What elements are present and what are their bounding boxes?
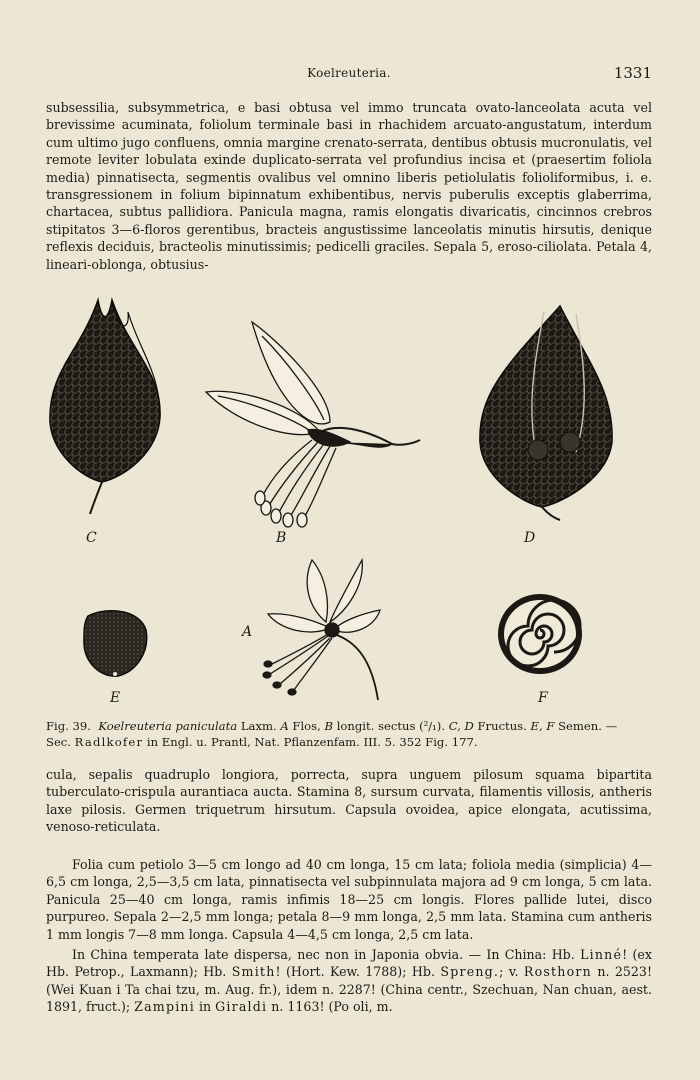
seed-section-f-drawing (498, 594, 582, 674)
para4-text: in (194, 999, 216, 1015)
caption-species: Koelreuteria paniculata (98, 719, 238, 733)
figure-label-b: B (276, 530, 287, 546)
paragraph-2: cula, sepalis quadruplo longiora, porrecta, supra unguem pilosum squama bipartita tuberculato-crispula aurantiaca aucta. Stamina 8, sursum curvata, filamentis villosis, antheris laxe pilosis. Germen triquetrum hirsutum. Capsula ovoidea, apice elongata, acutissima, venoso-reticulata. (46, 767, 652, 835)
para4-text: n. 2523! (Wei Kuan i Ta chai tzu, m. Aug. fr.), idem n. 2287! (China centr., Szechuan, Nan chuan, aest. 1891, fruct.); (46, 964, 653, 1015)
caption-fig-number: Fig. 39. (46, 719, 91, 733)
figure-label-c: C (86, 530, 97, 546)
para4-text: In China temperata late dispersa, nec non in Japonia obvia. — In China: Hb. (72, 947, 581, 962)
collector-zampini: Zampini (134, 999, 195, 1015)
caption-text: Fructus. (473, 719, 531, 733)
caption-text: Laxm. (237, 719, 281, 733)
caption-text: longit. sectus (²/₁). (333, 719, 449, 733)
collector-giraldi: Giraldi (215, 999, 268, 1015)
para4-text: ! (ex Hb. Petrop., Laxmann); Hb. (46, 947, 652, 980)
caption-text: Sec. (46, 735, 75, 749)
seed-e-drawing (84, 611, 147, 676)
capsule-c-drawing (50, 300, 160, 514)
paragraph-top: subsessilia, subsymmetrica, e basi obtusa vel immo truncata ovato-lanceolata acuta vel brevissime acuminata, foliolum terminale basi in rhachidem arcuato-angustatum, interdum cum ultimo jugo confluens, omnia margine crenato-serrata, dentibus obtusis mucronulatis, vel remote leviter lobulata exinde duplicato-serrata vel profundius incisa et (praesertim foliola media) pinnatisecta, segmentis ovalibus vel omnino liberis petiolulatis folioliformibus, i. e. transgressionem in folium bipinnatum exhibentibus, nervis puberulis exceptis glaberrima, chartacea, subtus pallidiora. Panicula magna, ramis elongatis divaricatis, cincinnos crebros stipitatos 3—6-floros gerentibus, bracteis angustissime lanceolatis minutis hirsutis, denique reflexis deciduis, bracteolis minutissimis; pedicelli graciles. Sepala 5, eroso-ciliolata. Petala 4, lineari-oblonga, obtusius- (46, 100, 652, 272)
running-head (46, 66, 652, 86)
caption-text: Semen. — (554, 719, 618, 733)
figure-label-e: E (110, 690, 121, 706)
figure-illustration (40, 292, 660, 712)
para4-text: ; v. (499, 964, 524, 980)
collector-linne: Linné (580, 947, 623, 962)
figure-label-a: A (242, 624, 253, 640)
caption-text: in Engl. u. Prantl, Nat. Pflanzenfam. III. 5. 352 Fig. 177. (143, 735, 478, 749)
running-title: Koelreuteria. (307, 66, 391, 80)
collector-smith: Smith (231, 964, 276, 980)
caption-label-cd: C, D (448, 719, 474, 733)
flower-a-drawing (263, 560, 380, 700)
flower-section-b-drawing (206, 322, 420, 527)
caption-label-ef: E, F (530, 719, 555, 733)
caption-label-a: A (280, 719, 289, 733)
caption-text: Flos, (288, 719, 325, 733)
caption-author: Radlkofer (74, 735, 144, 749)
page-number: 1331 (613, 64, 652, 82)
paragraph-3: Folia cum petiolo 3—5 cm longo ad 40 cm longa, 15 cm lata; foliola media (simplicia) 4—6,5 cm longa, 2,5—3,5 cm lata, pinnatisecta vel subpinnulata majora ad 9 cm longa, 5 cm lata. Panicula 25—40 cm longa, ramis infimis 18—25 cm longis. Flores pallide lutei, disco purpureo. Sepala 2—2,5 mm longa; petala 8—9 mm longa, 2,5 mm lata. Stamina cum antheris 1 mm longis 7—8 mm longa. Capsula 4—4,5 cm longa, 2,5 cm lata. (46, 857, 652, 942)
figure-label-f: F (538, 690, 548, 706)
para4-text: n. 1163! (Po oli, m. (267, 999, 393, 1015)
collector-spreng: Spreng. (440, 964, 500, 980)
paragraph-4 (46, 946, 652, 1016)
figure-caption (46, 718, 652, 750)
caption-label-b: B (324, 719, 334, 733)
collector-rosthorn: Rosthorn (523, 964, 592, 980)
figure-39 (40, 292, 660, 712)
figure-label-d: D (524, 530, 536, 546)
para4-text: ! (Hort. Kew. 1788); Hb. (275, 964, 441, 980)
capsule-d-drawing (480, 306, 612, 520)
